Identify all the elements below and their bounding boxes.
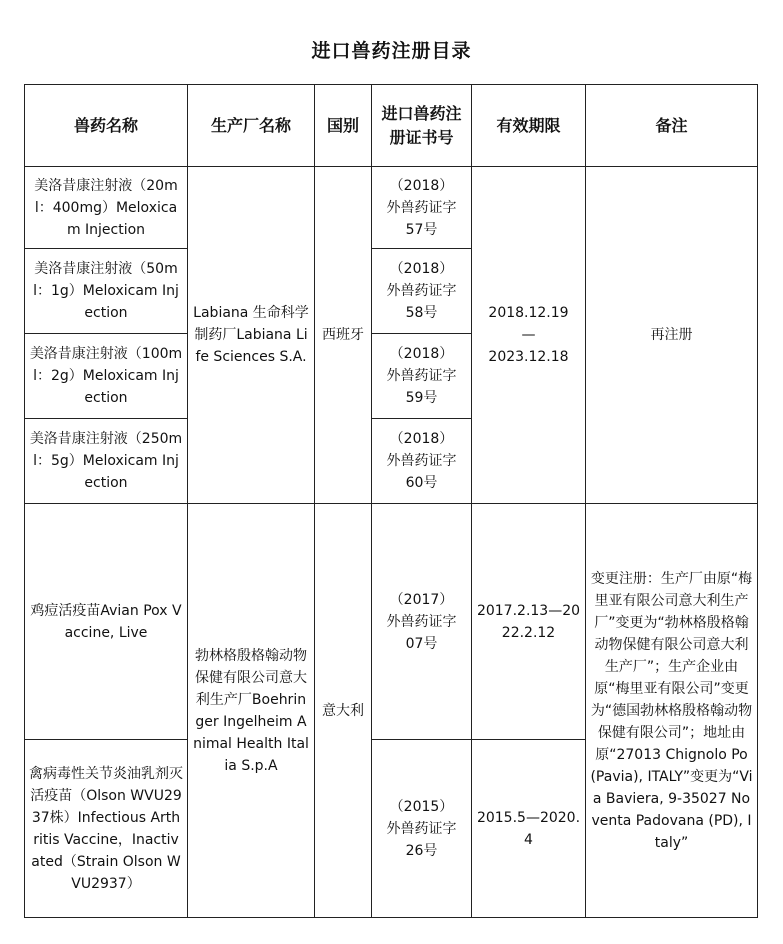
country-cell: 西班牙 bbox=[315, 167, 372, 504]
validity-end: 2023.12.18 bbox=[488, 349, 569, 365]
validity-cell: 2017.2.13—2022.2.12 bbox=[472, 504, 586, 740]
validity-cell: 2015.5—2020.4 bbox=[472, 740, 586, 918]
table-row bbox=[25, 167, 758, 249]
cert-num: 26号 bbox=[405, 842, 438, 859]
cert-number bbox=[372, 740, 472, 918]
validity-cell bbox=[472, 167, 586, 504]
cert-year: （2018） bbox=[389, 261, 454, 277]
cert-type: 外兽药证字 bbox=[386, 368, 457, 384]
cert-type: 外兽药证字 bbox=[386, 199, 457, 216]
country-cell: 意大利 bbox=[315, 504, 372, 918]
cert-number bbox=[372, 419, 472, 504]
cert-type: 外兽药证字 bbox=[386, 283, 457, 299]
drug-name: 禽病毒性关节炎油乳剂灭活疫苗（Olson WVU2937株）Infectious Arthritis Vaccine，Inactivated（Strain Olson WVU2937） bbox=[25, 740, 188, 918]
cert-year: （2018） bbox=[389, 431, 454, 447]
cert-number bbox=[372, 504, 472, 740]
maker-cell: 勃林格殷格翰动物保健有限公司意大利生产厂Boehringer Ingelheim Animal Health Italia S.p.A bbox=[188, 504, 315, 918]
validity-dash: — bbox=[521, 327, 536, 343]
cert-num: 60号 bbox=[405, 475, 438, 491]
cert-number bbox=[372, 249, 472, 334]
header-country: 国别 bbox=[315, 85, 372, 167]
maker-cell: Labiana 生命科学制药厂Labiana Life Sciences S.A. bbox=[188, 167, 315, 504]
remark-cell: 再注册 bbox=[586, 167, 758, 504]
header-remarks: 备注 bbox=[586, 85, 758, 167]
cert-type: 外兽药证字 bbox=[386, 613, 457, 630]
cert-year: （2015） bbox=[389, 798, 454, 815]
header-maker: 生产厂名称 bbox=[188, 85, 315, 167]
cert-year: （2018） bbox=[389, 346, 454, 362]
header-cert-no: 进口兽药注册证书号 bbox=[372, 85, 472, 167]
drug-name: 美洛昔康注射液（20ml：400mg）Meloxicam Injection bbox=[25, 167, 188, 249]
cert-year: （2018） bbox=[389, 177, 454, 194]
drug-name: 美洛昔康注射液（100ml：2g）Meloxicam Injection bbox=[25, 334, 188, 419]
cert-year: （2017） bbox=[389, 591, 454, 608]
remark-cell: 变更注册：生产厂由原“梅里亚有限公司意大利生产厂”变更为“勃林格殷格翰动物保健有限公司意大利生产厂”；生产企业由原“梅里亚有限公司”变更为“德国勃林格殷格翰动物保健有限公司”；地址由原“27013 Chignolo Po(Pavia), ITALY”变更为“Via Baviera, 9-35027 Noventa Padovana (PD), Italy” bbox=[586, 504, 758, 918]
drug-name: 美洛昔康注射液（250ml：5g）Meloxicam Injection bbox=[25, 419, 188, 504]
validity-start: 2018.12.19 bbox=[488, 305, 569, 321]
header-validity: 有效期限 bbox=[472, 85, 586, 167]
table-row bbox=[25, 504, 758, 740]
cert-num: 57号 bbox=[405, 221, 438, 238]
cert-num: 59号 bbox=[405, 390, 438, 406]
page-title: 进口兽药注册目录 bbox=[311, 40, 472, 62]
header-row bbox=[25, 85, 758, 167]
cert-num: 58号 bbox=[405, 305, 438, 321]
header-name: 兽药名称 bbox=[25, 85, 188, 167]
cert-type: 外兽药证字 bbox=[386, 820, 457, 837]
registration-table bbox=[24, 84, 758, 918]
cert-number bbox=[372, 334, 472, 419]
cert-number bbox=[372, 167, 472, 249]
cert-type: 外兽药证字 bbox=[386, 453, 457, 469]
cert-num: 07号 bbox=[405, 635, 438, 652]
drug-name: 鸡痘活疫苗Avian Pox Vaccine, Live bbox=[25, 504, 188, 740]
drug-name: 美洛昔康注射液（50ml：1g）Meloxicam Injection bbox=[25, 249, 188, 334]
